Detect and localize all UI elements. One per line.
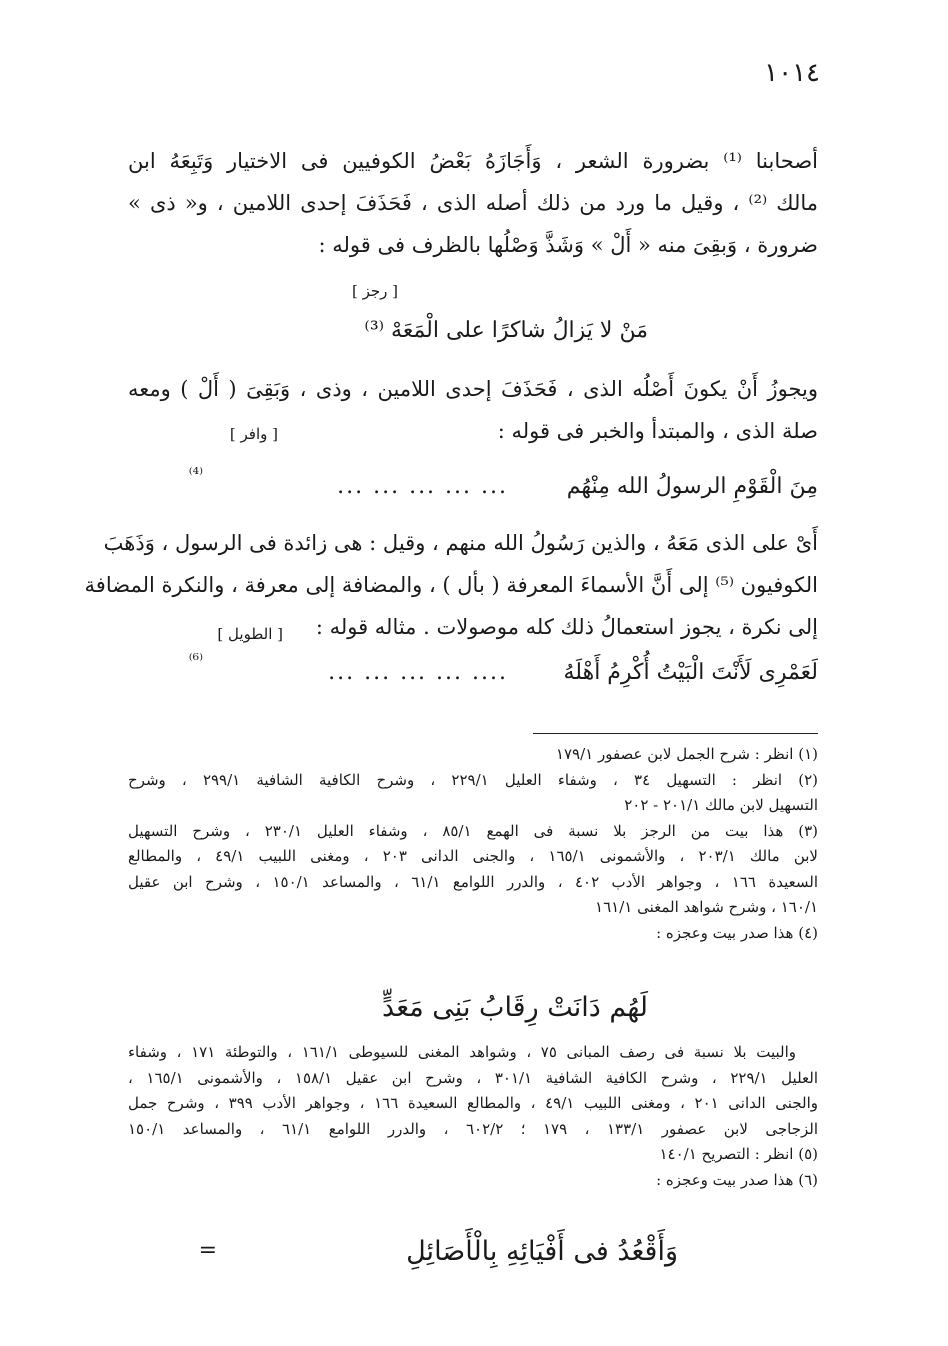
body-line: الكوفيون ⁽⁵⁾ إلى أَنَّ الأسماءَ المعرفة ( بأل ) ، والمضافة إلى معرفة ، والنكرة المضافة xyxy=(84,573,818,597)
footnote-line: السعيدة ١٦٦ ، وجواهر الأدب ٤٠٢ ، والدرر اللوامع ٦١/١ ، والمساعد ١٥٠/١ ، وشرح ابن عقيل xyxy=(128,872,818,891)
footnote-line: (٣) هذا بيت من الرجز بلا نسبة فى الهمع ٨٥/١ ، وشفاء العليل ٢٣٠/١ ، وشرح التسهيل xyxy=(128,821,818,840)
footnote-line: التسهيل لابن مالك ٢٠١/١ - ٢٠٢ xyxy=(624,796,818,814)
page-number: ١٠١٤ xyxy=(764,58,820,88)
footnote-line: (٤) هذا صدر بيت وعجزه : xyxy=(656,923,818,942)
main-text xyxy=(128,140,818,266)
body-line: صلة الذى ، والمبتدأ والخبر فى قوله : xyxy=(497,419,818,443)
footnote-line: والجنى الدانى ٢٠١ ، ومغنى اللبيب ٤٩/١ ، والمطالع السعيدة ١٦٦ ، وجواهر الأدب ٣٩٩ ، وشرح جمل xyxy=(128,1094,818,1112)
footnote-verse: وَأَقْعُدُ فى أَفْيَائِهِ بِالْأَصَائِلِ xyxy=(406,1236,678,1267)
verse-line: مَنْ لا يَزالُ شاكرًا على الْمَعَهْ ⁽³⁾ xyxy=(364,318,648,343)
body-line: مالك ⁽²⁾ ، وقيل ما ورد من ذلك أصله الذى ، فَحَذَفَ إحدى اللامين ، و« ذى » xyxy=(128,191,818,215)
body-line: ضرورة ، وَبقِىَ منه « أَلْ » وَشَذَّ وَصْلُها بالظرف فى قوله : xyxy=(318,233,818,257)
body-line: ويجوزُ أَنْ يكونَ أَصْلُه الذى ، فَحَذَفَ إحدى اللامين ، وذى ، وَبَقِىَ ( أَلْ ) ومعه xyxy=(128,377,818,401)
footnote-line: (٥) انظر : التصريح ١٤٠/١ xyxy=(659,1145,818,1163)
body-line: أصحابنا ⁽¹⁾ بضرورة الشعر ، وَأَجَازَهُ بَعْضُ الكوفيين فى الاختيار وَتَبِعَهُ ابن xyxy=(128,149,818,173)
footnote-verse: لَهُم دَانَتْ رِقَابُ بَنِى مَعَدٍّ xyxy=(382,992,648,1023)
meter-label: [ رجز ] xyxy=(351,282,398,300)
footnote-line: ١٦٠/١ ، وشرح شواهد المغنى ١٦١/١ xyxy=(595,898,818,916)
footnote-line: والبيت بلا نسبة فى رصف المبانى ٧٥ ، وشواهد المغنى للسيوطى ١٦١/١ ، والتوطئة ١٧١ ، وشفاء xyxy=(128,1043,796,1061)
verse-hemistich: مِنَ الْقَوْمِ الرسولُ الله مِنْهُم xyxy=(566,474,818,499)
footnotes xyxy=(128,1040,818,1193)
continuation-mark: = xyxy=(198,1238,220,1263)
body-line: إلى نكرة ، يجوز استعمالُ ذلك كله موصولات . مثاله قوله : xyxy=(315,615,818,639)
body-line: أَىْ على الذى مَعَهُ ، والذين رَسُولُ الله منهم ، وقيل : هى زائدة فى الرسول ، وَذَهَبَ xyxy=(103,531,818,555)
footnote-line: (١) انظر : شرح الجمل لابن عصفور ١٧٩/١ xyxy=(555,745,818,763)
footnote-marker: ⁽⁴⁾ xyxy=(188,464,203,483)
footnote-divider xyxy=(533,733,818,734)
footnote-line: لابن مالك ٢٠٣/١ ، والأشمونى ١٦٥/١ ، والجنى الدانى ٢٠٣ ، ومغنى اللبيب ٤٩/١ ، والمطالع xyxy=(128,847,818,865)
footnote-line: (٦) هذا صدر بيت وعجزه : xyxy=(656,1170,818,1189)
meter-label: [ الطويل ] xyxy=(217,625,283,643)
verse-dots: ... ... ... ... ... xyxy=(337,474,508,499)
footnote-line: (٢) انظر : التسهيل ٣٤ ، وشفاء العليل ٢٢٩/١ ، وشرح الكافية الشافية ٢٩٩/١ ، وشرح xyxy=(128,770,818,789)
verse-dots: .... ... ... ... ... xyxy=(328,660,508,685)
verse-hemistich: لَعَمْرِى لَأَنْتَ الْبَيْتُ أُكْرِمُ أَهْلَهُ xyxy=(563,660,818,685)
meter-label: [ وافر ] xyxy=(229,425,278,443)
footnotes xyxy=(128,742,818,946)
footnote-line: الزجاجى لابن عصفور ١٣٣/١ ، ١٧٩ ؛ ٦٠٢/٢ ، والدرر اللوامع ٦١/١ ، والمساعد ١٥٠/١ xyxy=(128,1119,819,1138)
footnote-marker: ⁽⁶⁾ xyxy=(188,650,203,669)
footnote-line: العليل ٢٢٩/١ ، وشرح الكافية الشافية ٣٠١/١ ، وشرح ابن عقيل ١٥٨/١ ، والأشمونى ١٦٥/١ ، xyxy=(128,1068,819,1087)
